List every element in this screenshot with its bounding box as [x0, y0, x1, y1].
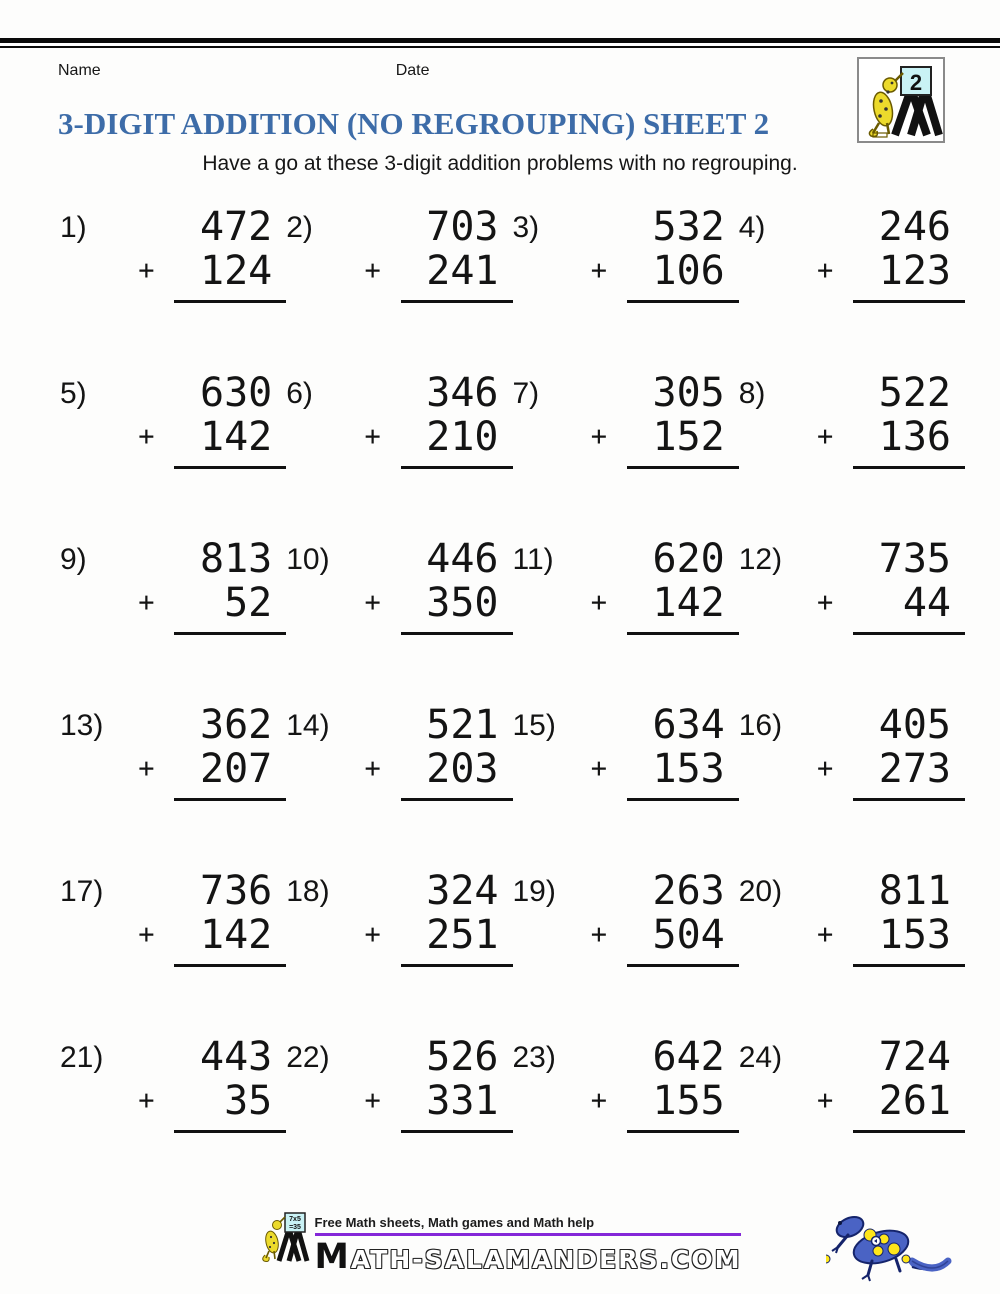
problem-number: 12) — [738, 543, 783, 576]
addend-top: 362 — [200, 702, 273, 748]
problem-16 — [739, 703, 965, 869]
addend-bottom: 350 — [426, 580, 499, 626]
addend-bottom: 261 — [878, 1078, 951, 1124]
addend-bottom: 123 — [878, 248, 951, 294]
plus-sign: + — [817, 919, 834, 950]
addend-top: 405 — [878, 702, 951, 748]
addend-bottom: 35 — [224, 1078, 273, 1124]
salamander-easel-small-icon — [259, 1209, 311, 1265]
problem-number: 10) — [286, 543, 330, 576]
problem-21 — [60, 1035, 286, 1201]
problem-6 — [286, 371, 512, 537]
plus-sign: + — [138, 753, 155, 784]
addend-top: 634 — [652, 702, 725, 748]
addend-top: 630 — [200, 370, 273, 416]
problem-number: 16) — [738, 709, 783, 742]
addend-bottom: 203 — [426, 746, 499, 792]
answer-line — [853, 964, 965, 967]
problem-number: 23) — [512, 1041, 556, 1074]
addend-bottom: 142 — [652, 580, 725, 626]
problem-14 — [286, 703, 512, 869]
problem-number: 15) — [512, 709, 556, 742]
plus-sign: + — [364, 587, 381, 618]
footer — [0, 1209, 1000, 1294]
answer-line — [627, 300, 739, 303]
addend-top: 324 — [426, 868, 499, 914]
problem-number: 21) — [60, 1041, 104, 1074]
problem-11 — [513, 537, 739, 703]
answer-line — [174, 466, 286, 469]
problem-22 — [286, 1035, 512, 1201]
problem-9 — [60, 537, 286, 703]
addend-top: 446 — [426, 536, 499, 582]
plus-sign: + — [590, 421, 608, 452]
addend-bottom: 241 — [426, 248, 499, 294]
plus-sign: + — [817, 587, 834, 618]
addend-top: 735 — [878, 536, 951, 582]
answer-line — [853, 1130, 965, 1133]
problem-number: 8) — [738, 377, 766, 410]
answer-line — [853, 300, 965, 303]
addend-bottom: 504 — [652, 912, 725, 958]
addend-top: 526 — [426, 1034, 499, 1080]
plus-sign: + — [364, 919, 381, 950]
problems-grid — [0, 205, 1000, 1201]
plus-sign: + — [138, 421, 155, 452]
problem-number: 1) — [60, 211, 87, 244]
problem-2 — [286, 205, 512, 371]
plus-sign: + — [364, 255, 381, 286]
salamander-easel-icon — [859, 59, 943, 141]
plus-sign: + — [817, 753, 834, 784]
plus-sign: + — [138, 587, 155, 618]
addend-bottom: 251 — [426, 912, 499, 958]
answer-line — [174, 632, 286, 635]
answer-line — [174, 300, 286, 303]
addend-bottom: 207 — [200, 746, 273, 792]
plus-sign: + — [364, 1085, 381, 1116]
answer-line — [401, 1130, 513, 1133]
addend-bottom: 152 — [652, 414, 725, 460]
problem-10 — [286, 537, 512, 703]
problem-number: 7) — [512, 377, 540, 410]
addend-top: 263 — [652, 868, 725, 914]
sheet-number-badge — [857, 57, 945, 143]
problem-3 — [513, 205, 739, 371]
problem-number: 11) — [512, 543, 554, 576]
answer-line — [401, 300, 513, 303]
problem-20 — [739, 869, 965, 1035]
addend-top: 703 — [426, 204, 499, 250]
blue-salamander-image — [826, 1205, 958, 1293]
answer-line — [627, 632, 739, 635]
problem-5 — [60, 371, 286, 537]
problem-number: 6) — [286, 377, 313, 410]
problem-8 — [739, 371, 965, 537]
problem-18 — [286, 869, 512, 1035]
addend-bottom: 210 — [426, 414, 499, 460]
addend-bottom: 331 — [426, 1078, 499, 1124]
addend-top: 620 — [652, 536, 725, 582]
svg-text:7x5: 7x5 — [288, 1216, 301, 1223]
answer-line — [401, 466, 513, 469]
problem-7 — [513, 371, 739, 537]
plus-sign: + — [364, 421, 381, 452]
answer-line — [174, 798, 286, 801]
answer-line — [401, 964, 513, 967]
answer-line — [174, 1130, 286, 1133]
problem-number: 20) — [738, 875, 783, 908]
footer-tagline: Free Math sheets, Math games and Math help — [314, 1215, 595, 1230]
answer-line — [627, 964, 739, 967]
answer-line — [401, 632, 513, 635]
page-subtitle: Have a go at these 3-digit addition problems with no regrouping. — [202, 152, 798, 175]
problem-number: 17) — [60, 875, 104, 908]
footer-divider — [315, 1233, 742, 1236]
problem-number: 19) — [512, 875, 556, 908]
addend-bottom: 142 — [200, 912, 273, 958]
answer-line — [174, 964, 286, 967]
date-label: Date — [395, 62, 430, 79]
addend-top: 346 — [426, 370, 499, 416]
plus-sign: + — [364, 753, 381, 784]
problem-4 — [739, 205, 965, 371]
addend-top: 532 — [652, 204, 725, 250]
problem-23 — [513, 1035, 739, 1201]
answer-line — [627, 798, 739, 801]
addend-top: 443 — [200, 1034, 273, 1080]
problem-number: 4) — [738, 211, 766, 244]
problem-1 — [60, 205, 286, 371]
svg-text:=35: =35 — [288, 1224, 301, 1231]
addend-bottom: 155 — [652, 1078, 725, 1124]
addend-bottom: 136 — [878, 414, 951, 460]
addend-top: 736 — [200, 868, 273, 914]
answer-line — [401, 798, 513, 801]
plus-sign: + — [138, 255, 155, 286]
name-label: Name — [58, 62, 101, 79]
addend-top: 811 — [878, 868, 951, 914]
site-name: MATH-SALAMANDERS.COM — [314, 1237, 742, 1277]
addend-bottom: 142 — [200, 414, 273, 460]
addend-top: 813 — [200, 536, 273, 582]
problem-number: 5) — [60, 377, 87, 410]
addend-bottom: 44 — [902, 580, 951, 626]
addend-top: 522 — [878, 370, 951, 416]
answer-line — [853, 466, 965, 469]
svg-text:2: 2 — [909, 70, 923, 95]
problem-number: 18) — [286, 875, 330, 908]
addend-top: 305 — [652, 370, 725, 416]
problem-24 — [739, 1035, 965, 1201]
addend-top: 724 — [878, 1034, 951, 1080]
addend-top: 246 — [878, 204, 951, 250]
addend-top: 642 — [652, 1034, 725, 1080]
plus-sign: + — [590, 753, 608, 784]
plus-sign: + — [590, 587, 608, 618]
problem-12 — [739, 537, 965, 703]
problem-19 — [513, 869, 739, 1035]
answer-line — [853, 798, 965, 801]
problem-number: 3) — [512, 211, 540, 244]
addend-bottom: 52 — [224, 580, 273, 626]
plus-sign: + — [590, 919, 608, 950]
addend-bottom: 273 — [878, 746, 951, 792]
problem-15 — [513, 703, 739, 869]
top-divider — [0, 38, 1000, 48]
page-title: 3-DIGIT ADDITION (NO REGROUPING) SHEET 2 — [58, 106, 770, 141]
plus-sign: + — [817, 1085, 834, 1116]
problem-17 — [60, 869, 286, 1035]
problem-13 — [60, 703, 286, 869]
plus-sign: + — [138, 1085, 155, 1116]
problem-number: 2) — [286, 211, 313, 244]
problem-number: 24) — [738, 1041, 783, 1074]
problem-number: 14) — [286, 709, 330, 742]
plus-sign: + — [590, 255, 608, 286]
plus-sign: + — [138, 919, 155, 950]
answer-line — [627, 1130, 739, 1133]
addend-top: 472 — [200, 204, 273, 250]
addend-bottom: 106 — [652, 248, 725, 294]
addend-top: 521 — [426, 702, 499, 748]
answer-line — [853, 632, 965, 635]
problem-number: 9) — [60, 543, 87, 576]
addend-bottom: 153 — [652, 746, 725, 792]
plus-sign: + — [817, 255, 834, 286]
plus-sign: + — [590, 1085, 608, 1116]
problem-number: 13) — [60, 709, 104, 742]
answer-line — [627, 466, 739, 469]
addend-bottom: 153 — [878, 912, 951, 958]
problem-number: 22) — [286, 1041, 330, 1074]
addend-bottom: 124 — [200, 248, 273, 294]
plus-sign: + — [817, 421, 834, 452]
